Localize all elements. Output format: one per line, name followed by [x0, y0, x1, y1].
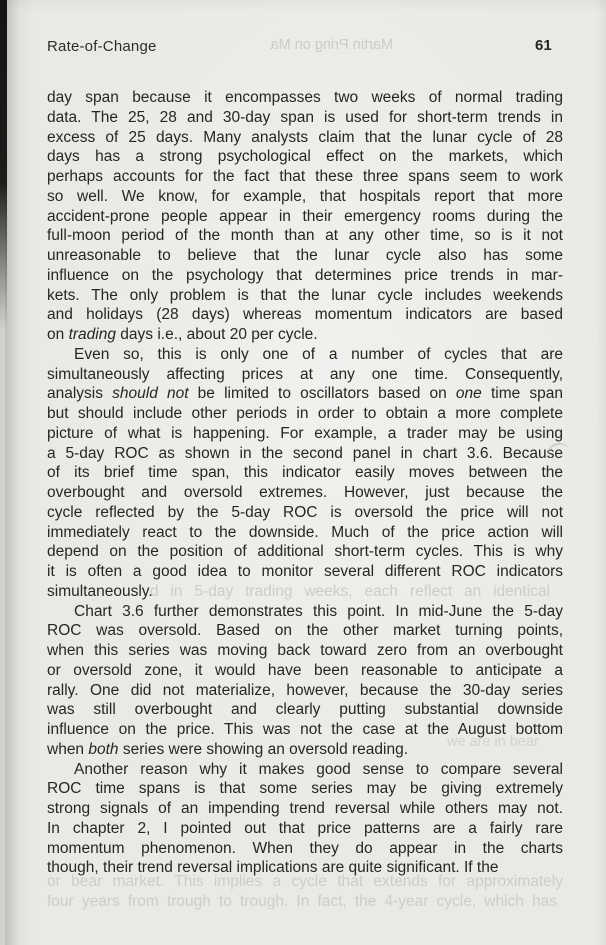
text-line: Another reason why it makes good sense to compare several: [74, 760, 563, 778]
text-line: or oversold zone, it would have been reasonable to anticipate a: [47, 661, 563, 679]
text-line: analysis should not be limited to oscillators based on one time span: [47, 385, 563, 403]
text-line: ROC was oversold. Based on the other market turning points,: [47, 622, 563, 640]
text-line: In chapter 2, I pointed out that price patterns are a fairly rare: [47, 819, 563, 837]
bleed-through-header-text: Martin Pring on Ma: [270, 37, 393, 53]
paragraph: [47, 88, 563, 345]
running-title: Rate-of-Change: [47, 38, 157, 55]
text-line: picture of what is happening. For example, a trader may be using: [47, 424, 563, 442]
text-line: simultaneously.: [47, 582, 153, 600]
text-line: so well. We know, for example, that hospitals report that more: [47, 187, 563, 205]
text-line: momentum phenomenon. When they do appear in the charts: [47, 839, 563, 857]
text-line: overbought and oversold extremes. However, just because the: [47, 484, 563, 501]
text-line: strong signals of an impending trend reversal while others may not.: [47, 800, 563, 817]
page-number: 61: [535, 37, 552, 54]
bleed-through-fragment: we are in bear: [447, 734, 539, 750]
text-line: when both series were showing an oversold reading.: [47, 740, 409, 758]
text-line: data. The 25, 28 and 30-day span is used for short-term trends in: [47, 108, 563, 126]
paragraph: [47, 760, 563, 879]
text-line: perhaps accounts for the fact that these three spans seem to work: [47, 168, 563, 185]
text-line: accident-prone people appear in their emergency rooms during the: [47, 207, 563, 225]
bleed-through-bottom-line-2: four years from trough to trough. In fact, the 4-year cycle, which has: [47, 893, 557, 910]
text-line: cycle reflected by the 5-day ROC is oversold the price will not: [47, 503, 563, 521]
text-line: depend on the position of additional short-term cycles. This is why: [47, 543, 563, 561]
text-line: Chart 3.6 further demonstrates this point. In mid-June the 5-day: [74, 602, 563, 620]
text-line: excess of 25 days. Many analysts claim that the lunar cycle of 28: [47, 128, 563, 146]
body-text: [47, 88, 563, 878]
text-line: Even so, this is only one of a number of cycles that are: [74, 345, 563, 363]
bleed-through-bottom-line-1: or bear market. This implies a cycle that extends for approximately: [47, 873, 563, 890]
text-line: unreasonable to believe that the lunar cycle also has some: [47, 247, 563, 264]
text-line: rally. One did not materialize, however, because the 30-day series: [47, 681, 563, 699]
text-line: of its brief time span, this indicator easily moves between the: [47, 464, 563, 482]
text-line: kets. The only problem is that the lunar cycle includes weekends: [47, 286, 563, 304]
page-header: [0, 0, 606, 60]
text-line: though, their trend reversal implications are quite significant. If the: [47, 859, 499, 877]
text-line: days has a strong psychological effect on the markets, which: [47, 148, 563, 166]
text-line: on trading days i.e., about 20 per cycle.: [47, 326, 318, 343]
text-line: day span because it encompasses two weeks of normal trading: [47, 89, 563, 106]
text-line: ROC time spans is that some series may be giving extremely: [47, 780, 563, 798]
text-line: when this series was moving back toward zero from an overbought: [47, 642, 563, 659]
text-line: but should include other periods in order to obtain a more complete: [47, 405, 563, 422]
text-line: it is often a good idea to monitor several different ROC indicators: [47, 563, 563, 580]
text-line: simultaneously affecting prices at any one time. Consequently,: [47, 365, 563, 383]
text-line: influence on the price. This was not the case at the August bottom: [47, 721, 563, 738]
text-line: full-moon period of the month than at any other time, so is it not: [47, 227, 563, 245]
text-line: immediately react to the downside. Much of the price action will: [47, 523, 563, 541]
text-line: was still overbought and clearly putting substantial downside: [47, 701, 563, 719]
text-line: and holidays (28 days) whereas momentum indicators are based: [47, 306, 563, 324]
paragraph: [47, 345, 563, 602]
text-line: influence on the psychology that determines price trends in mar-: [47, 266, 563, 284]
page-spine-shadow: [5, 0, 19, 945]
bleed-through-line: d in 5-day trading weeks, each reflect an identical: [150, 583, 550, 600]
text-line: a 5-day ROC as shown in the second panel in chart 3.6. Because: [47, 444, 563, 462]
paragraph: [47, 602, 563, 760]
